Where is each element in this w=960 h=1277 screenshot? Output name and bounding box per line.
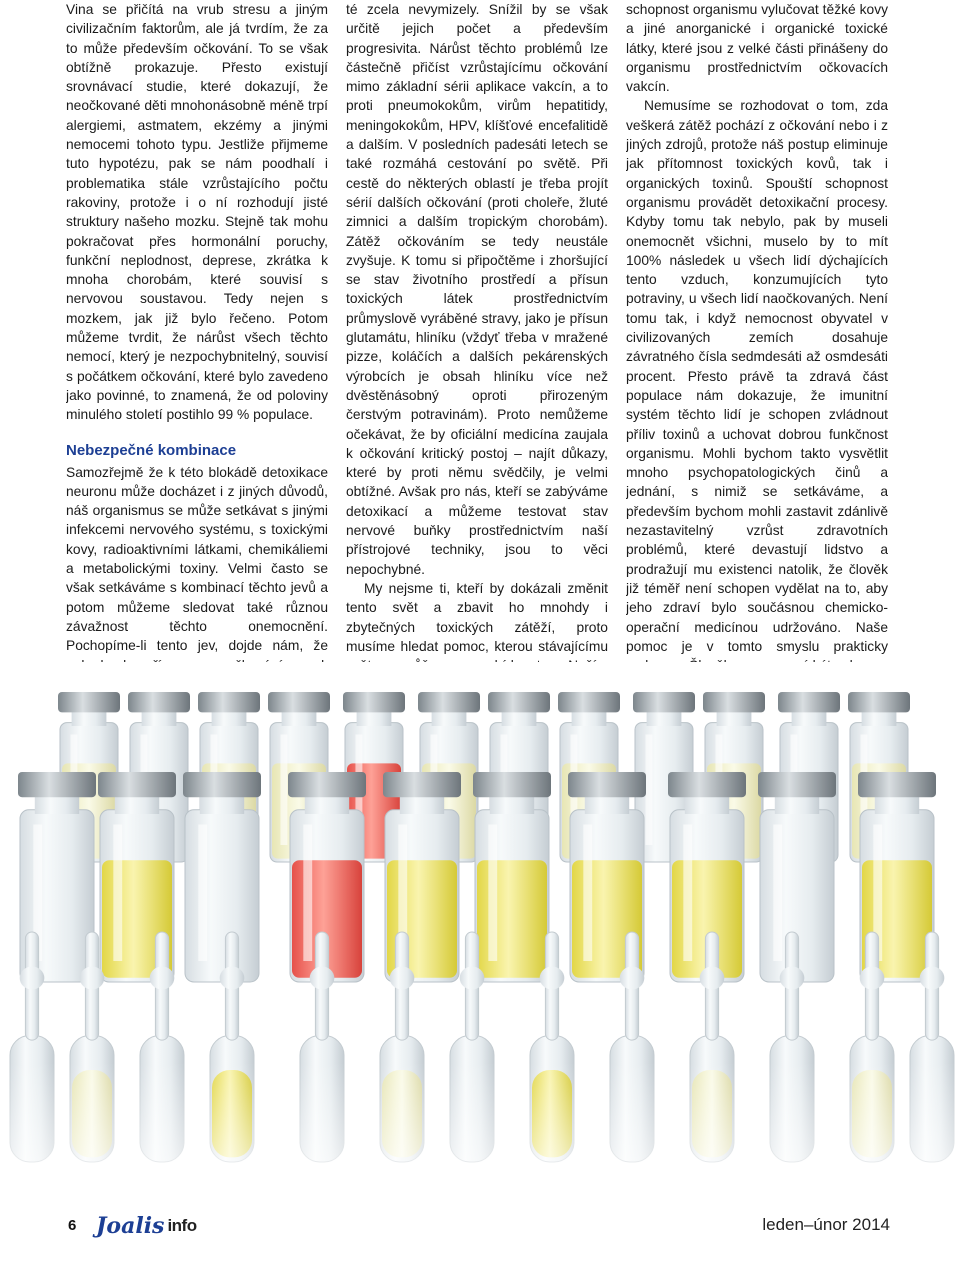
column-1 [66,0,328,771]
column-3 [626,0,888,776]
magazine-logo [96,1211,197,1241]
article-columns [66,0,894,654]
page-footer [0,1205,960,1277]
paragraph: schopnost organismu vylučovat těžké kovy a jiné anorganické i organické toxické látky, které jsou z velké části přinášeny do organismu prostřednictvím očkovacích vakcín. [626,2,888,95]
issue-date: leden–únor 2014 [762,1215,890,1234]
paragraph: Vina se přičítá na vrub stresu a jiným civilizačním faktorům, ale já tvrdím, že za to může především očkování. To se však obtížně prokazuje. Přesto existují srovnávací studie, které dokazují, že neočkované děti mnohonásobně méně trpí alergiemi, astmatem, ekzémy a jinými nemocemi tohoto typu. Jestliže přijmeme tuto hypotézu, pak se nám poodhalí i problematika stále vzrůstajícího počtu rakoviny, protože i o ní rozhodují jisté struktury našeho mozku. Stejně tak mohu pokračovat přes hormonální poruchy, funkční neplodnost, deprese, zkrátka k mnoha chorobám, které souvisí s nervovou soustavou. Tedy nejen s mozkem, jak již bylo řečeno. Potom můžeme tvrdit, že nárůst všech těchto nemocí, který je nezpochybnitelný, souvisí s počátkem očkování, které bylo zavedeno jako povinné, to znamená, že od poloviny minulého století postihlo 99 % populace. [66,2,328,423]
section-heading: Nebezpečné kombinace [66,441,237,459]
logo-text: info [167,1216,197,1235]
page-number: 6 [68,1217,77,1234]
paragraph-text: Nemusíme se rozhodovat o tom, zda veškerá zátěž pochází z očkování nebo i z jiných zdrojů, protože náš postup eliminuje jak přítomnost toxických kovů, tak i organických toxinů. Spouští schopnost organismu provádět detoxikační procesy. Kdyby tomu tak nebylo, pak by museli onemocnět všichni, muselo by to mít 100% následek u všech lidí dýchajících tento vzduch, konzumujících tyto potraviny, u všech lidí naočkovaných. Není tomu tak, i když nemocnost obyvatel v civilizovaných zemích dosahuje závratného čísla sedmdesáti až osmdesáti procent. Přesto právě ta zdravá část populace nám dokazuje, že imunitní systém těchto lidí je schopen zvládnout příliv toxinů a uchovat dobrou funkčnost organismu. Mohli bychom takto vysvětlit mnoho psychopatologických činů a jednání, s nimiž se setkáváme, a především bychom mohli zastavit zdánlivě nezastavitelný vzrůst zdravotních problémů, které devastují lidstvo a prodražují mu existenci natolik, že člověk již téměř není schopen vydělat na to, aby jeho zdraví bylo součásnou chemicko-operační medicínou udržováno. Naše pomoc je v tomto smyslu prakticky [626,98,888,654]
paragraph-text: My nejsme ti, kteří by dokázali změnit tento svět a zbavit ho mnohdy i zbytečných toxických zátěží, proto musíme hledat pomoc, kterou stávajícímu [346,580,608,654]
logo-text: Joalis [96,1213,165,1239]
paragraph [626,96,888,733]
paragraph: té zcela nevymizely. Snížil by se však určitě jejich počet a především progresivita. Nárůst těchto problémů lze částečně přičíst vzrůstajícímu očkování mimo základní sérii aplikace vakcín, a to proti pneumokokům, virům hepatitidy, meningokokům, HPV, klíšťové encefalitidě a dalším. V posledních padesáti letech se také rozmáhá cestování po světě. Při cestě do některých oblastí je třeba projít sérií dalších očkování (proti choleře, žluté zimnici a dalším tropickým chorobám). Zátěž očkováním se tedy neustále zvyšuje. K tomu si připočtěme i zhoršující se stav životního prostředí a přísun toxických látek prostřednictvím průmyslově vyráběné stravy, jako je přísun glutamátu, hliníku (vždyť třeba v mražené pizze, koláčích a dalších pekárenských výrobcích je obsah hliníku více než dvěstěnásobný oproti přirozeným čerstvým potravinám). Proto nemůžeme očekávat, že by oficiální medicína zaujala k očkování kritický postoj – najít důkazy, které by proti němu svědčily, je velmi obtížné. Avšak pro nás, kteří se zabýváme detoxikací a můžeme testovat stav nervové buňky prostřednictvím naší přístrojové techniky, jsou to věci nepochybné. [346,2,608,577]
paragraph: Samozřejmě že k této blokádě detoxikace neuronu může docházet i z jiných důvodů, náš organismus se může setkávat s jinými infekcemi nervového systému, s toxickými kovy, radioaktivními látkami, chemikáliemi a metabolickými toxiny. Velmi často se však setkáváme s kombinací těchto jevů a potom můžeme sledovat také různou závažnost těchto onemocnění. Pochopíme-li tento jev, dojde nám, že [66,464,328,654]
vials-photo [0,662,960,1202]
vials-illustration [0,662,960,1202]
